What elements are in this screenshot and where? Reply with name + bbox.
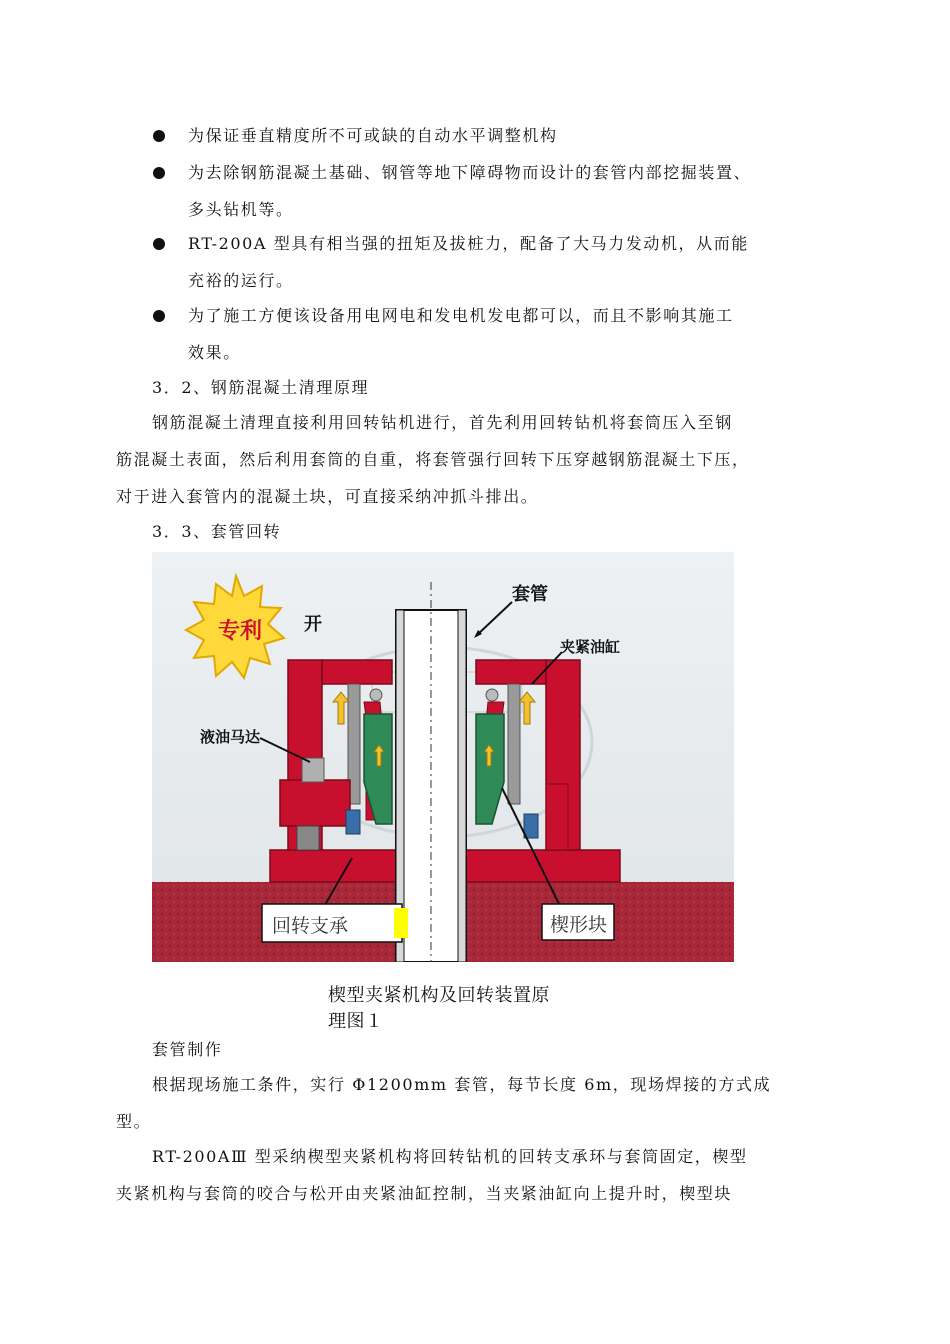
paragraph-line: 对于进入套管内的混凝土块，可直接采纳冲抓斗排出。: [116, 487, 539, 506]
paragraph-line: 根据现场施工条件，实行 Φ1200mm 套管，每节长度 6m，现场焊接的方式成: [152, 1075, 772, 1094]
paragraph-line: 钢筋混凝土清理直接利用回转钻机进行，首先利用回转钻机将套筒压入至钢: [152, 413, 733, 432]
bullet-text: 为了施工方便该设备用电网电和发电机发电都可以，而且不影响其施工: [188, 306, 734, 325]
left-top-arm: [322, 660, 392, 684]
bullet-text: 为保证垂直精度所不可或缺的自动水平调整机构: [188, 126, 558, 145]
section-heading: 3．2、钢筋混凝土清理原理: [152, 378, 370, 397]
highlight-strip: [394, 908, 408, 938]
figure-caption-line2: 理图１: [328, 1011, 384, 1032]
bullet-text: 充裕的运行。: [188, 271, 294, 290]
section-heading: 3．3、套管回转: [152, 522, 282, 541]
paragraph-line: 筋混凝土表面，然后利用套筒的自重，将套管强行回转下压穿越钢筋混凝土下压，: [116, 450, 750, 469]
figure-wedge-clamp-diagram: [152, 552, 734, 962]
figure-caption-line1: 楔型夹紧机构及回转装置原: [328, 985, 550, 1006]
paragraph-line: RT-200AⅢ 型采纳楔型夹紧机构将回转钻机的回转支承环与套筒固定，楔型: [152, 1147, 748, 1166]
paragraph-line: 夹紧机构与套筒的咬合与松开由夹紧油缸控制，当夹紧油缸向上提升时，楔型块: [116, 1184, 733, 1203]
casing-wall-right: [458, 610, 466, 962]
bullet-dot: [153, 130, 165, 142]
clamp-cylinder-label: 夹紧油缸: [560, 638, 621, 656]
left-motor-housing: [280, 780, 350, 826]
casing-label: 套管: [512, 584, 548, 605]
wedge-block-label: 楔形块: [550, 914, 608, 936]
bullet-text: 多头钻机等。: [188, 200, 294, 219]
bullet-text: RT-200A 型具有相当强的扭矩及拔桩力，配备了大马力发动机，从而能: [188, 234, 749, 253]
left-support: [297, 826, 319, 850]
open-label: 开: [304, 614, 322, 635]
bullet-dot: [153, 167, 165, 179]
section-heading: 套管制作: [152, 1040, 223, 1059]
left-pivot: [370, 689, 382, 701]
bullet-dot: [153, 238, 165, 250]
right-blue-pin: [524, 814, 538, 838]
slewing-bearing-label: 回转支承: [272, 915, 349, 937]
right-rod: [508, 684, 520, 804]
patent-label: 专利: [218, 619, 263, 644]
bullet-text: 效果。: [188, 343, 241, 362]
right-pivot: [486, 689, 498, 701]
hydraulic-motor-label: 液油马达: [200, 728, 261, 746]
left-motor-shaft: [302, 758, 324, 782]
bullet-dot: [153, 310, 165, 322]
left-blue-pin: [346, 810, 360, 834]
bullet-text: 为去除钢筋混凝土基础、钢管等地下障碍物而设计的套管内部挖掘装置、: [188, 163, 752, 182]
right-lower-block: [546, 784, 568, 850]
paragraph-line: 型。: [116, 1112, 152, 1131]
